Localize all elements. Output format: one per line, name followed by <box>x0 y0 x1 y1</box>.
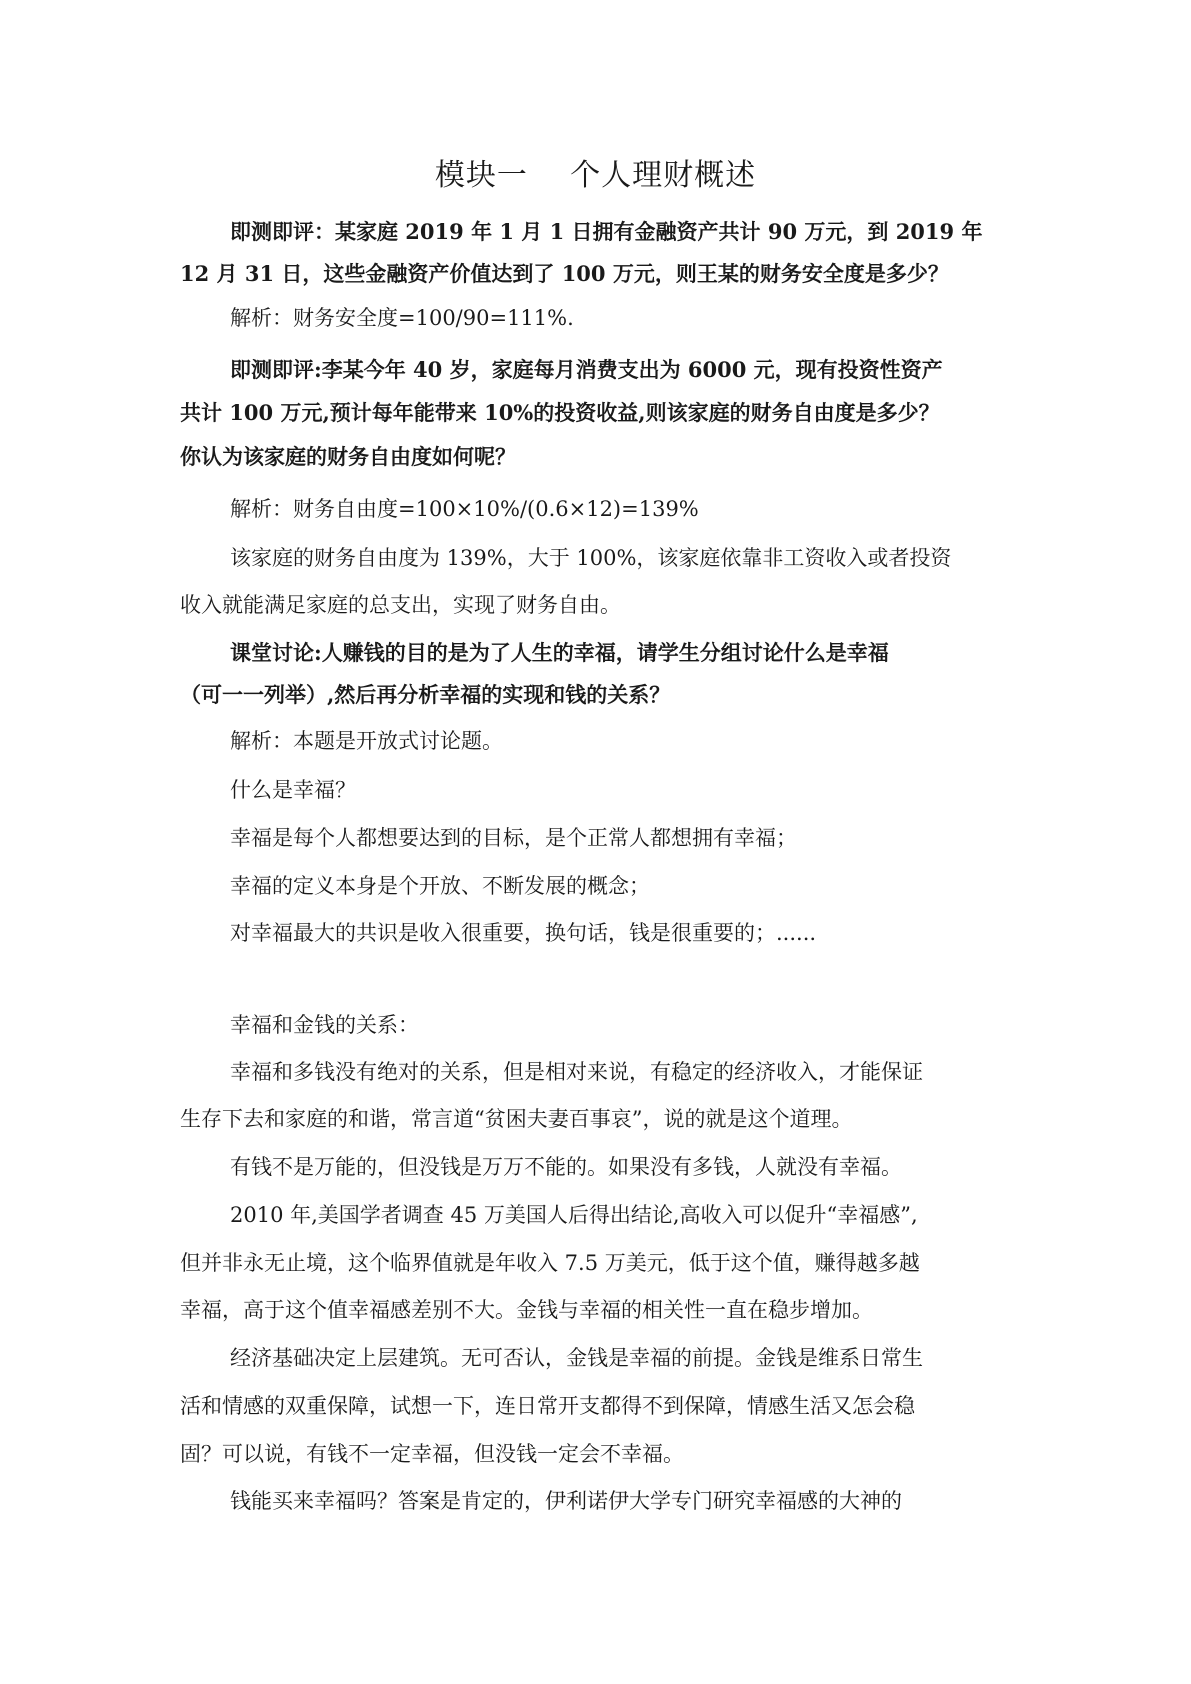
question-1-line-2: 12 月 31 日，这些金融资产价值达到了 100 万元，则王某的财务安全度是多少？ <box>180 261 949 286</box>
question-2-answer: 解析：财务自由度=100×10%/(0.6×12)=139% <box>230 497 699 521</box>
question-3-line-1: 课堂讨论:人赚钱的目的是为了人生的幸福，请学生分组讨论什么是幸福 <box>230 640 889 665</box>
question-2-line-3: 你认为该家庭的财务自由度如何呢？ <box>180 444 516 469</box>
paragraph-economic-base-line-1: 经济基础决定上层建筑。无可否认，金钱是幸福的前提。金钱是维系日常生 <box>230 1346 923 1370</box>
paragraph-survey-line-2: 但并非永无止境，这个临界值就是年收入 7.5 万美元，低于这个值，赚得越多越 <box>180 1251 920 1275</box>
question-2-line-2: 共计 100 万元,预计每年能带来 10%的投资收益,则该家庭的财务自由度是多少？ <box>180 400 940 425</box>
paragraph-can-money-buy-happiness: 钱能买来幸福吗？答案是肯定的，伊利诺伊大学专门研究幸福感的大神的 <box>230 1489 902 1513</box>
question-2-explanation-line-1: 该家庭的财务自由度为 139%，大于 100%，该家庭依靠非工资收入或者投资 <box>230 546 952 570</box>
page-title: 模块一 个人理财概述 <box>434 158 757 193</box>
paragraph-economic-base-line-3: 固？可以说，有钱不一定幸福，但没钱一定会不幸福。 <box>180 1442 684 1466</box>
question-3-answer: 解析：本题是开放式讨论题。 <box>230 729 503 753</box>
paragraph-economic-base-line-2: 活和情感的双重保障，试想一下，连日常开支都得不到保障，情感生活又怎会稳 <box>180 1394 915 1418</box>
subheading-happiness-and-money: 幸福和金钱的关系： <box>230 1013 419 1037</box>
question-2-explanation-line-2: 收入就能满足家庭的总支出，实现了财务自由。 <box>180 593 621 617</box>
question-1-line-1: 即测即评：某家庭 2019 年 1 月 1 日拥有金融资产共计 90 万元，到 2019 年 <box>230 219 983 244</box>
paragraph-happiness-consensus: 对幸福最大的共识是收入很重要，换句话，钱是很重要的；...... <box>230 921 817 945</box>
paragraph-money-not-almighty: 有钱不是万能的，但没钱是万万不能的。如果没有多钱，人就没有幸福。 <box>230 1155 902 1179</box>
paragraph-survey-line-3: 幸福，高于这个值幸福感差别不大。金钱与幸福的相关性一直在稳步增加。 <box>180 1298 873 1322</box>
question-3-line-2: （可一一列举）,然后再分析幸福的实现和钱的关系？ <box>180 682 671 707</box>
paragraph-happiness-goal: 幸福是每个人都想要达到的目标，是个正常人都想拥有幸福； <box>230 826 797 850</box>
question-2-line-1: 即测即评:李某今年 40 岁，家庭每月消费支出为 6000 元，现有投资性资产 <box>230 357 943 382</box>
paragraph-happiness-definition: 幸福的定义本身是个开放、不断发展的概念； <box>230 874 650 898</box>
paragraph-relation-line-2: 生存下去和家庭的和谐，常言道“贫困夫妻百事哀”，说的就是这个道理。 <box>180 1107 853 1131</box>
question-1-answer: 解析：财务安全度=100/90=111%. <box>230 306 574 330</box>
paragraph-survey-line-1: 2010 年,美国学者调查 45 万美国人后得出结论,高收入可以促升“幸福感”, <box>230 1203 918 1227</box>
subheading-what-is-happiness: 什么是幸福？ <box>230 778 356 802</box>
paragraph-relation-line-1: 幸福和多钱没有绝对的关系，但是相对来说，有稳定的经济收入，才能保证 <box>230 1060 923 1084</box>
